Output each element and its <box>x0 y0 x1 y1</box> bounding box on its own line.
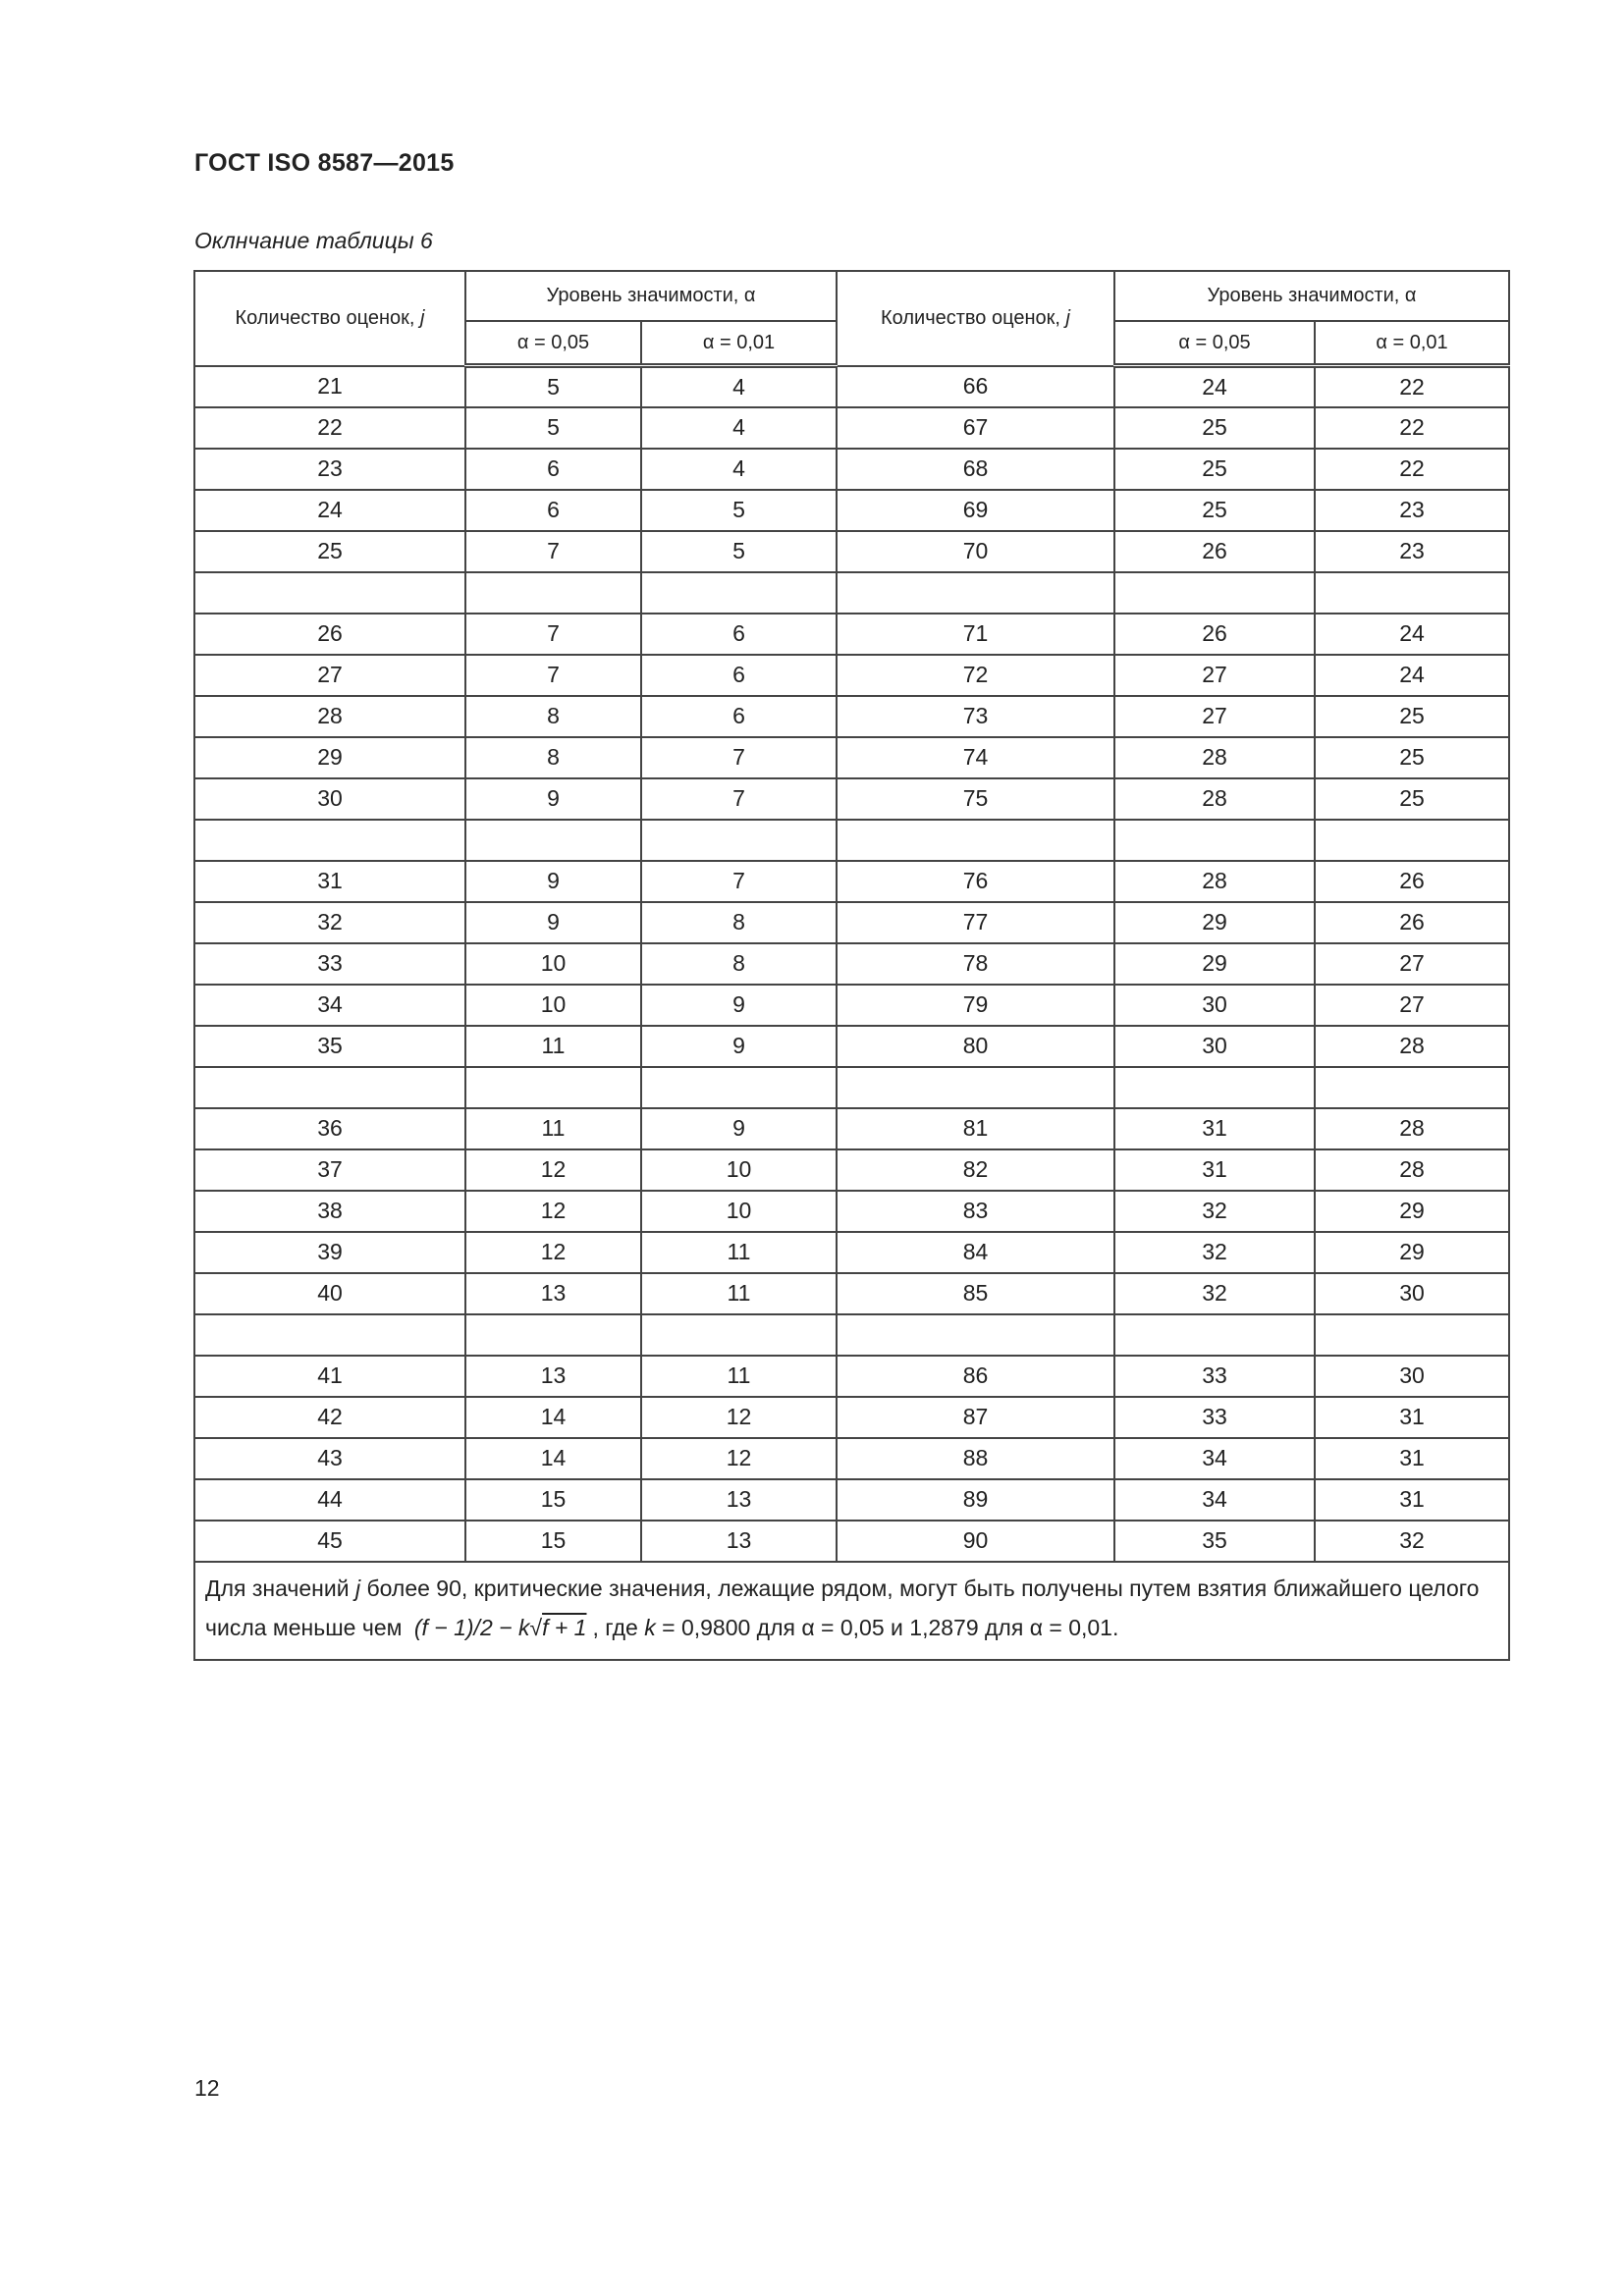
table-cell: 77 <box>837 902 1114 943</box>
table-cell: 7 <box>465 614 641 655</box>
table-cell: 68 <box>837 449 1114 490</box>
table-cell: 37 <box>194 1149 465 1191</box>
table-row <box>194 449 1509 490</box>
empty-cell <box>1114 572 1315 614</box>
table-cell: 31 <box>1315 1397 1509 1438</box>
table-cell: 70 <box>837 531 1114 572</box>
empty-cell <box>1315 1314 1509 1356</box>
table-cell: 35 <box>1114 1521 1315 1562</box>
table-cell: 6 <box>641 655 837 696</box>
formula: (f − 1)/2 − k√f + 1 <box>413 1614 587 1640</box>
empty-cell <box>465 820 641 861</box>
empty-cell <box>1315 820 1509 861</box>
table-cell: 31 <box>1114 1149 1315 1191</box>
empty-cell <box>194 820 465 861</box>
table-cell: 10 <box>465 943 641 985</box>
table-cell: 69 <box>837 490 1114 531</box>
table-cell: 10 <box>465 985 641 1026</box>
table-cell: 86 <box>837 1356 1114 1397</box>
table-cell: 27 <box>1114 655 1315 696</box>
table-cell: 83 <box>837 1191 1114 1232</box>
table-cell: 15 <box>465 1479 641 1521</box>
table-cell: 29 <box>194 737 465 778</box>
table-cell: 75 <box>837 778 1114 820</box>
table-cell: 6 <box>641 614 837 655</box>
table-cell: 43 <box>194 1438 465 1479</box>
table-cell: 26 <box>1315 902 1509 943</box>
table-cell: 27 <box>194 655 465 696</box>
table-cell: 27 <box>1315 943 1509 985</box>
header-significance-right: Уровень значимости, α <box>1114 271 1509 321</box>
table-cell: 38 <box>194 1191 465 1232</box>
table-cell: 7 <box>641 737 837 778</box>
table-cell: 25 <box>1114 407 1315 449</box>
table-cell: 24 <box>1315 614 1509 655</box>
table-cell: 82 <box>837 1149 1114 1191</box>
table-cell: 11 <box>641 1356 837 1397</box>
table-cell: 30 <box>1114 985 1315 1026</box>
table-cell: 89 <box>837 1479 1114 1521</box>
spacer-row <box>194 572 1509 614</box>
table-cell: 15 <box>465 1521 641 1562</box>
table-cell: 39 <box>194 1232 465 1273</box>
critical-values-table <box>193 270 1510 1661</box>
table-cell: 32 <box>1114 1232 1315 1273</box>
table-cell: 40 <box>194 1273 465 1314</box>
empty-cell <box>1114 1314 1315 1356</box>
table-cell: 7 <box>641 861 837 902</box>
table-cell: 9 <box>465 861 641 902</box>
table-row <box>194 531 1509 572</box>
table-row <box>194 1232 1509 1273</box>
table-row <box>194 1191 1509 1232</box>
table-cell: 76 <box>837 861 1114 902</box>
table-row <box>194 1397 1509 1438</box>
table-cell: 12 <box>465 1232 641 1273</box>
table-cell: 12 <box>641 1397 837 1438</box>
table-cell: 9 <box>641 1108 837 1149</box>
table-cell: 25 <box>1315 696 1509 737</box>
empty-cell <box>1315 1067 1509 1108</box>
table-cell: 12 <box>641 1438 837 1479</box>
table-cell: 84 <box>837 1232 1114 1273</box>
table-cell: 26 <box>1114 614 1315 655</box>
header-count-right: Количество оценок, j <box>837 271 1114 366</box>
table-cell: 8 <box>465 737 641 778</box>
table-cell: 32 <box>1114 1273 1315 1314</box>
table-cell: 33 <box>194 943 465 985</box>
table-cell: 26 <box>194 614 465 655</box>
table-cell: 32 <box>1114 1191 1315 1232</box>
table-cell: 29 <box>1114 902 1315 943</box>
table-cell: 73 <box>837 696 1114 737</box>
table-row <box>194 655 1509 696</box>
table-cell: 14 <box>465 1438 641 1479</box>
table-row <box>194 902 1509 943</box>
table-cell: 21 <box>194 366 465 407</box>
document-title: ГОСТ ISO 8587—2015 <box>194 149 455 177</box>
table-cell: 41 <box>194 1356 465 1397</box>
empty-cell <box>465 1314 641 1356</box>
table-cell: 23 <box>1315 531 1509 572</box>
empty-cell <box>641 572 837 614</box>
table-row <box>194 490 1509 531</box>
table-cell: 11 <box>641 1273 837 1314</box>
table-cell: 30 <box>1315 1356 1509 1397</box>
table-cell: 26 <box>1315 861 1509 902</box>
table-cell: 25 <box>1315 778 1509 820</box>
table-cell: 6 <box>465 490 641 531</box>
table-cell: 27 <box>1315 985 1509 1026</box>
table-cell: 71 <box>837 614 1114 655</box>
table-cell: 4 <box>641 449 837 490</box>
table-cell: 28 <box>1315 1026 1509 1067</box>
table-cell: 67 <box>837 407 1114 449</box>
table-cell: 23 <box>1315 490 1509 531</box>
table-cell: 28 <box>1114 861 1315 902</box>
table-cell: 81 <box>837 1108 1114 1149</box>
table-row <box>194 696 1509 737</box>
table-cell: 28 <box>1114 778 1315 820</box>
table-row <box>194 407 1509 449</box>
table-cell: 31 <box>194 861 465 902</box>
table-cell: 24 <box>1114 366 1315 407</box>
table-row <box>194 1521 1509 1562</box>
table-cell: 30 <box>1114 1026 1315 1067</box>
header-alpha-001-right: α = 0,01 <box>1315 321 1509 366</box>
empty-cell <box>837 1067 1114 1108</box>
table-row <box>194 1273 1509 1314</box>
table-cell: 78 <box>837 943 1114 985</box>
table-cell: 87 <box>837 1397 1114 1438</box>
empty-cell <box>194 1067 465 1108</box>
table-cell: 11 <box>641 1232 837 1273</box>
header-alpha-001-left: α = 0,01 <box>641 321 837 366</box>
spacer-row <box>194 1067 1509 1108</box>
table-cell: 33 <box>1114 1356 1315 1397</box>
table-cell: 8 <box>641 902 837 943</box>
table-cell: 9 <box>465 902 641 943</box>
table-cell: 13 <box>465 1273 641 1314</box>
table-cell: 31 <box>1114 1108 1315 1149</box>
empty-cell <box>641 820 837 861</box>
table-cell: 25 <box>1114 490 1315 531</box>
table-cell: 25 <box>194 531 465 572</box>
table-cell: 9 <box>465 778 641 820</box>
empty-cell <box>837 1314 1114 1356</box>
table-cell: 79 <box>837 985 1114 1026</box>
table-cell: 28 <box>1114 737 1315 778</box>
table-cell: 29 <box>1114 943 1315 985</box>
empty-cell <box>1114 1067 1315 1108</box>
empty-cell <box>194 1314 465 1356</box>
table-cell: 34 <box>1114 1479 1315 1521</box>
header-count-left: Количество оценок, j <box>194 271 465 366</box>
table-cell: 28 <box>1315 1108 1509 1149</box>
table-row <box>194 1026 1509 1067</box>
table-cell: 32 <box>1315 1521 1509 1562</box>
table-cell: 6 <box>641 696 837 737</box>
table-body <box>194 366 1509 1562</box>
table-note: Для значений j более 90, критические значения, лежащие рядом, могут быть получены путем взятия ближайшего целого числа меньше чем (f − 1)/2 − k√f + 1 , где k = 0,9800 для α = 0,05 и 1,2879 для α = 0,01. <box>194 1562 1509 1660</box>
table-cell: 22 <box>1315 366 1509 407</box>
table-cell: 13 <box>641 1521 837 1562</box>
empty-cell <box>1315 572 1509 614</box>
spacer-row <box>194 820 1509 861</box>
table-cell: 13 <box>641 1479 837 1521</box>
table-cell: 72 <box>837 655 1114 696</box>
table-cell: 25 <box>1114 449 1315 490</box>
table-cell: 25 <box>1315 737 1509 778</box>
table-cell: 12 <box>465 1191 641 1232</box>
spacer-row <box>194 1314 1509 1356</box>
empty-cell <box>837 820 1114 861</box>
table-row <box>194 861 1509 902</box>
table-cell: 66 <box>837 366 1114 407</box>
table-cell: 88 <box>837 1438 1114 1479</box>
table-cell: 30 <box>194 778 465 820</box>
table-cell: 30 <box>1315 1273 1509 1314</box>
table-row <box>194 1356 1509 1397</box>
table-cell: 5 <box>641 531 837 572</box>
table-cell: 85 <box>837 1273 1114 1314</box>
table-cell: 11 <box>465 1108 641 1149</box>
table-cell: 74 <box>837 737 1114 778</box>
table-row <box>194 737 1509 778</box>
table-row <box>194 943 1509 985</box>
table-cell: 31 <box>1315 1438 1509 1479</box>
table-cell: 7 <box>641 778 837 820</box>
table-row <box>194 985 1509 1026</box>
header-alpha-005-left: α = 0,05 <box>465 321 641 366</box>
table-cell: 27 <box>1114 696 1315 737</box>
table-cell: 4 <box>641 366 837 407</box>
table-cell: 80 <box>837 1026 1114 1067</box>
table-cell: 9 <box>641 985 837 1026</box>
table-row <box>194 1108 1509 1149</box>
empty-cell <box>194 572 465 614</box>
table-cell: 34 <box>1114 1438 1315 1479</box>
empty-cell <box>837 572 1114 614</box>
empty-cell <box>641 1314 837 1356</box>
table-cell: 28 <box>194 696 465 737</box>
empty-cell <box>641 1067 837 1108</box>
table-cell: 42 <box>194 1397 465 1438</box>
table-cell: 33 <box>1114 1397 1315 1438</box>
table-cell: 36 <box>194 1108 465 1149</box>
empty-cell <box>1114 820 1315 861</box>
table-caption: Оклнчание таблицы 6 <box>194 228 433 253</box>
table-cell: 31 <box>1315 1479 1509 1521</box>
table-cell: 24 <box>1315 655 1509 696</box>
table-cell: 14 <box>465 1397 641 1438</box>
header-significance-left: Уровень значимости, α <box>465 271 837 321</box>
table-cell: 7 <box>465 655 641 696</box>
header-alpha-005-right: α = 0,05 <box>1114 321 1315 366</box>
empty-cell <box>465 572 641 614</box>
table-cell: 5 <box>641 490 837 531</box>
table-cell: 6 <box>465 449 641 490</box>
table-cell: 24 <box>194 490 465 531</box>
table-cell: 11 <box>465 1026 641 1067</box>
empty-cell <box>465 1067 641 1108</box>
table-cell: 23 <box>194 449 465 490</box>
table-cell: 10 <box>641 1191 837 1232</box>
table-cell: 5 <box>465 407 641 449</box>
table-cell: 44 <box>194 1479 465 1521</box>
table-row <box>194 1149 1509 1191</box>
table-row <box>194 614 1509 655</box>
table-cell: 8 <box>641 943 837 985</box>
table-cell: 22 <box>1315 407 1509 449</box>
table-cell: 32 <box>194 902 465 943</box>
table-row <box>194 778 1509 820</box>
table-cell: 22 <box>194 407 465 449</box>
table-cell: 26 <box>1114 531 1315 572</box>
table-cell: 29 <box>1315 1191 1509 1232</box>
page-number: 12 <box>194 2075 220 2101</box>
table-cell: 4 <box>641 407 837 449</box>
table-cell: 28 <box>1315 1149 1509 1191</box>
table-cell: 12 <box>465 1149 641 1191</box>
table-cell: 13 <box>465 1356 641 1397</box>
table-cell: 9 <box>641 1026 837 1067</box>
table-cell: 35 <box>194 1026 465 1067</box>
table-row <box>194 366 1509 407</box>
table-cell: 90 <box>837 1521 1114 1562</box>
table-cell: 29 <box>1315 1232 1509 1273</box>
table-cell: 22 <box>1315 449 1509 490</box>
table-row <box>194 1438 1509 1479</box>
table-cell: 10 <box>641 1149 837 1191</box>
table-cell: 8 <box>465 696 641 737</box>
table-cell: 7 <box>465 531 641 572</box>
table-row <box>194 1479 1509 1521</box>
table-cell: 34 <box>194 985 465 1026</box>
table-cell: 5 <box>465 366 641 407</box>
table-cell: 45 <box>194 1521 465 1562</box>
